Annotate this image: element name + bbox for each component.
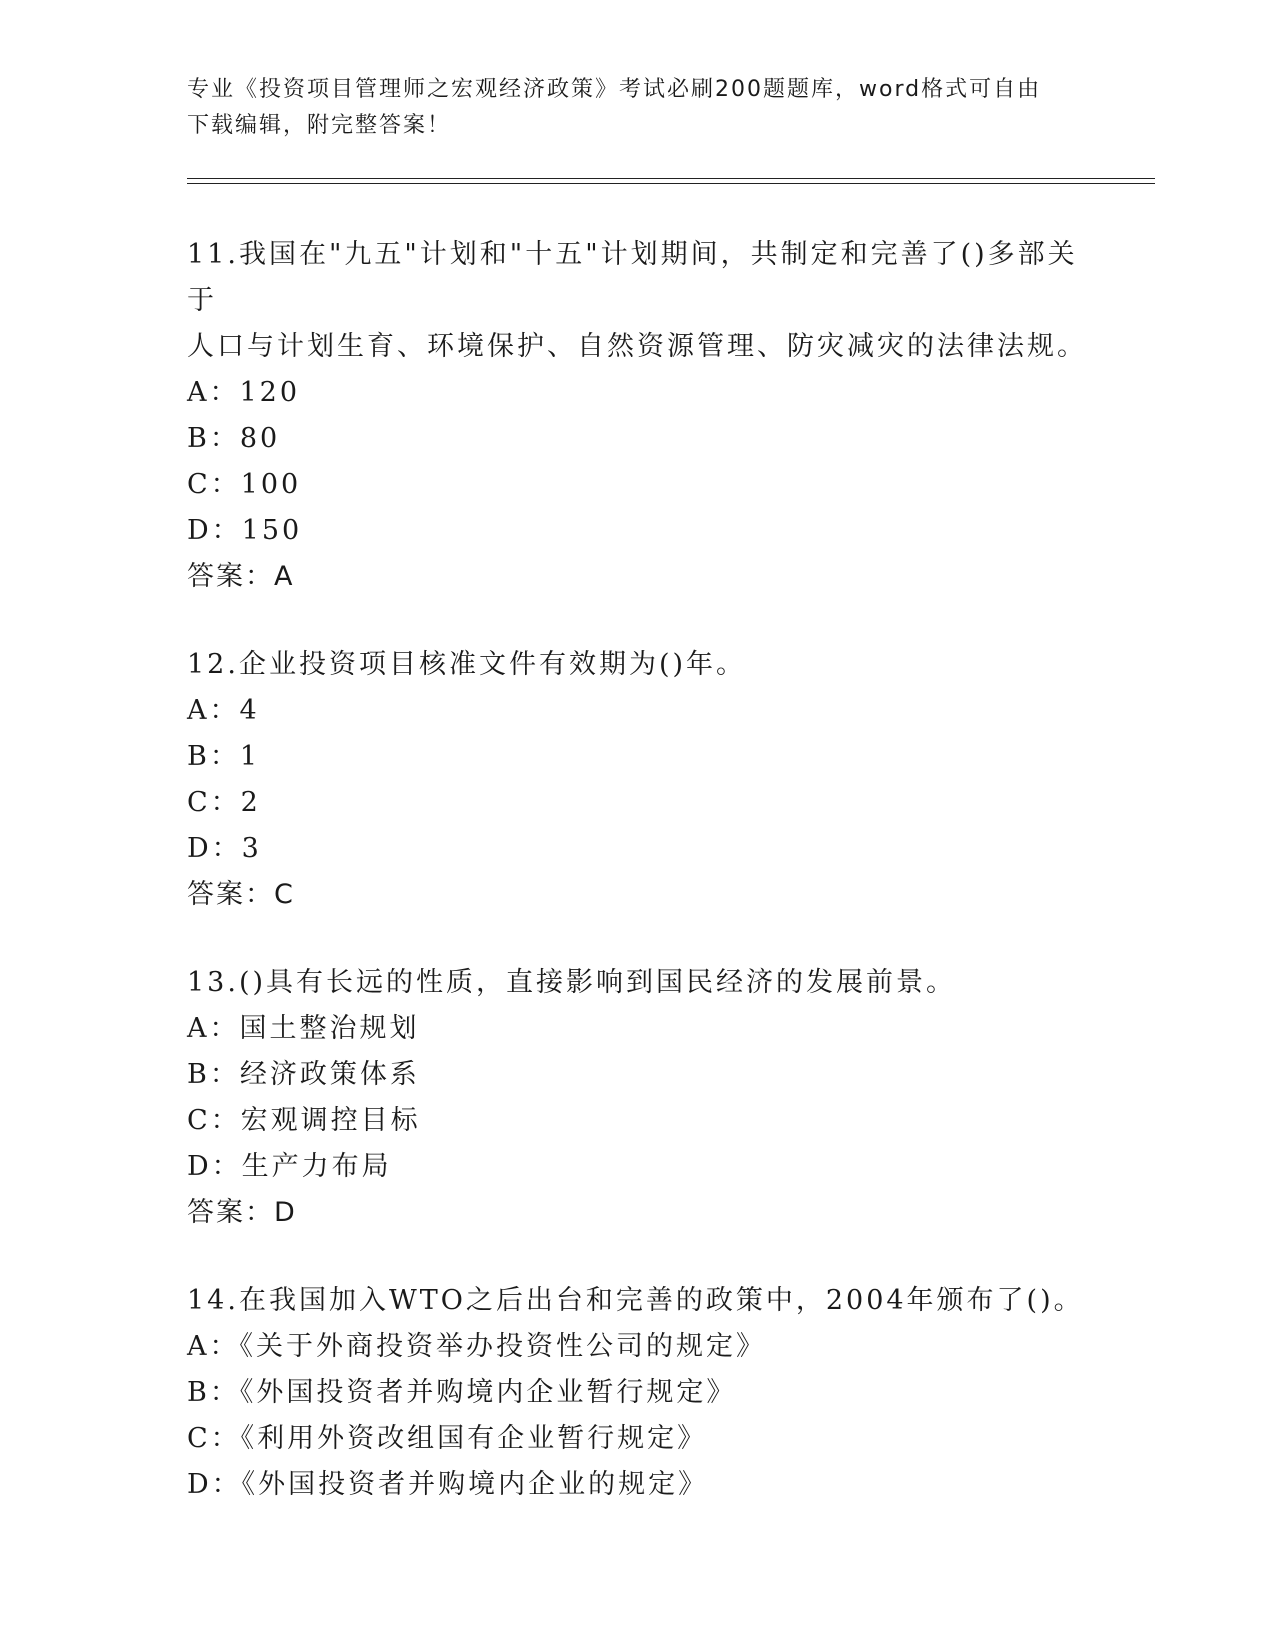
question-12 — [187, 642, 1087, 918]
option-a: A：120 — [187, 377, 301, 408]
question-stem: 14.在我国加入WTO之后出台和完善的政策中，2004年颁布了()。 — [187, 1285, 1084, 1316]
option-c: C：2 — [187, 787, 261, 818]
question-stem-continued: 人口与计划生育、环境保护、自然资源管理、防灾减灾的法律法规。 — [187, 331, 1087, 362]
question-list — [187, 232, 1087, 1550]
option-a: A：4 — [187, 695, 260, 726]
option-c: C：100 — [187, 469, 302, 500]
header-divider-bottom — [187, 183, 1155, 184]
option-b: B：1 — [187, 741, 261, 772]
answer: 答案：D — [187, 1197, 297, 1228]
option-d: D：生产力布局 — [187, 1151, 392, 1182]
question-stem: 11.我国在"九五"计划和"十五"计划期间，共制定和完善了()多部关于 — [187, 239, 1078, 316]
option-c: C：《利用外资改组国有企业暂行规定》 — [187, 1423, 708, 1454]
header-line-1: 专业《投资项目管理师之宏观经济政策》考试必刷200题题库，word格式可自由 — [187, 77, 1042, 102]
option-a: A：国土整治规划 — [187, 1013, 420, 1044]
option-c: C：宏观调控目标 — [187, 1105, 421, 1136]
option-d: D：3 — [187, 833, 262, 864]
option-b: B：经济政策体系 — [187, 1059, 420, 1090]
question-14 — [187, 1278, 1087, 1508]
header-line-2: 下载编辑，附完整答案！ — [187, 113, 452, 138]
option-d: D：150 — [187, 515, 303, 546]
question-stem: 13.()具有长远的性质，直接影响到国民经济的发展前景。 — [187, 967, 957, 998]
question-stem: 12.企业投资项目核准文件有效期为()年。 — [187, 649, 747, 680]
option-b: B：《外国投资者并购境内企业暂行规定》 — [187, 1377, 737, 1408]
answer: 答案：C — [187, 879, 295, 910]
option-b: B：80 — [187, 423, 281, 454]
question-13 — [187, 960, 1087, 1236]
header-divider-top — [187, 178, 1155, 179]
option-d: D：《外国投资者并购境内企业的规定》 — [187, 1469, 709, 1500]
option-a: A：《关于外商投资举办投资性公司的规定》 — [187, 1331, 766, 1362]
document-header — [187, 72, 1087, 144]
answer: 答案：A — [187, 561, 295, 592]
question-11 — [187, 232, 1087, 600]
